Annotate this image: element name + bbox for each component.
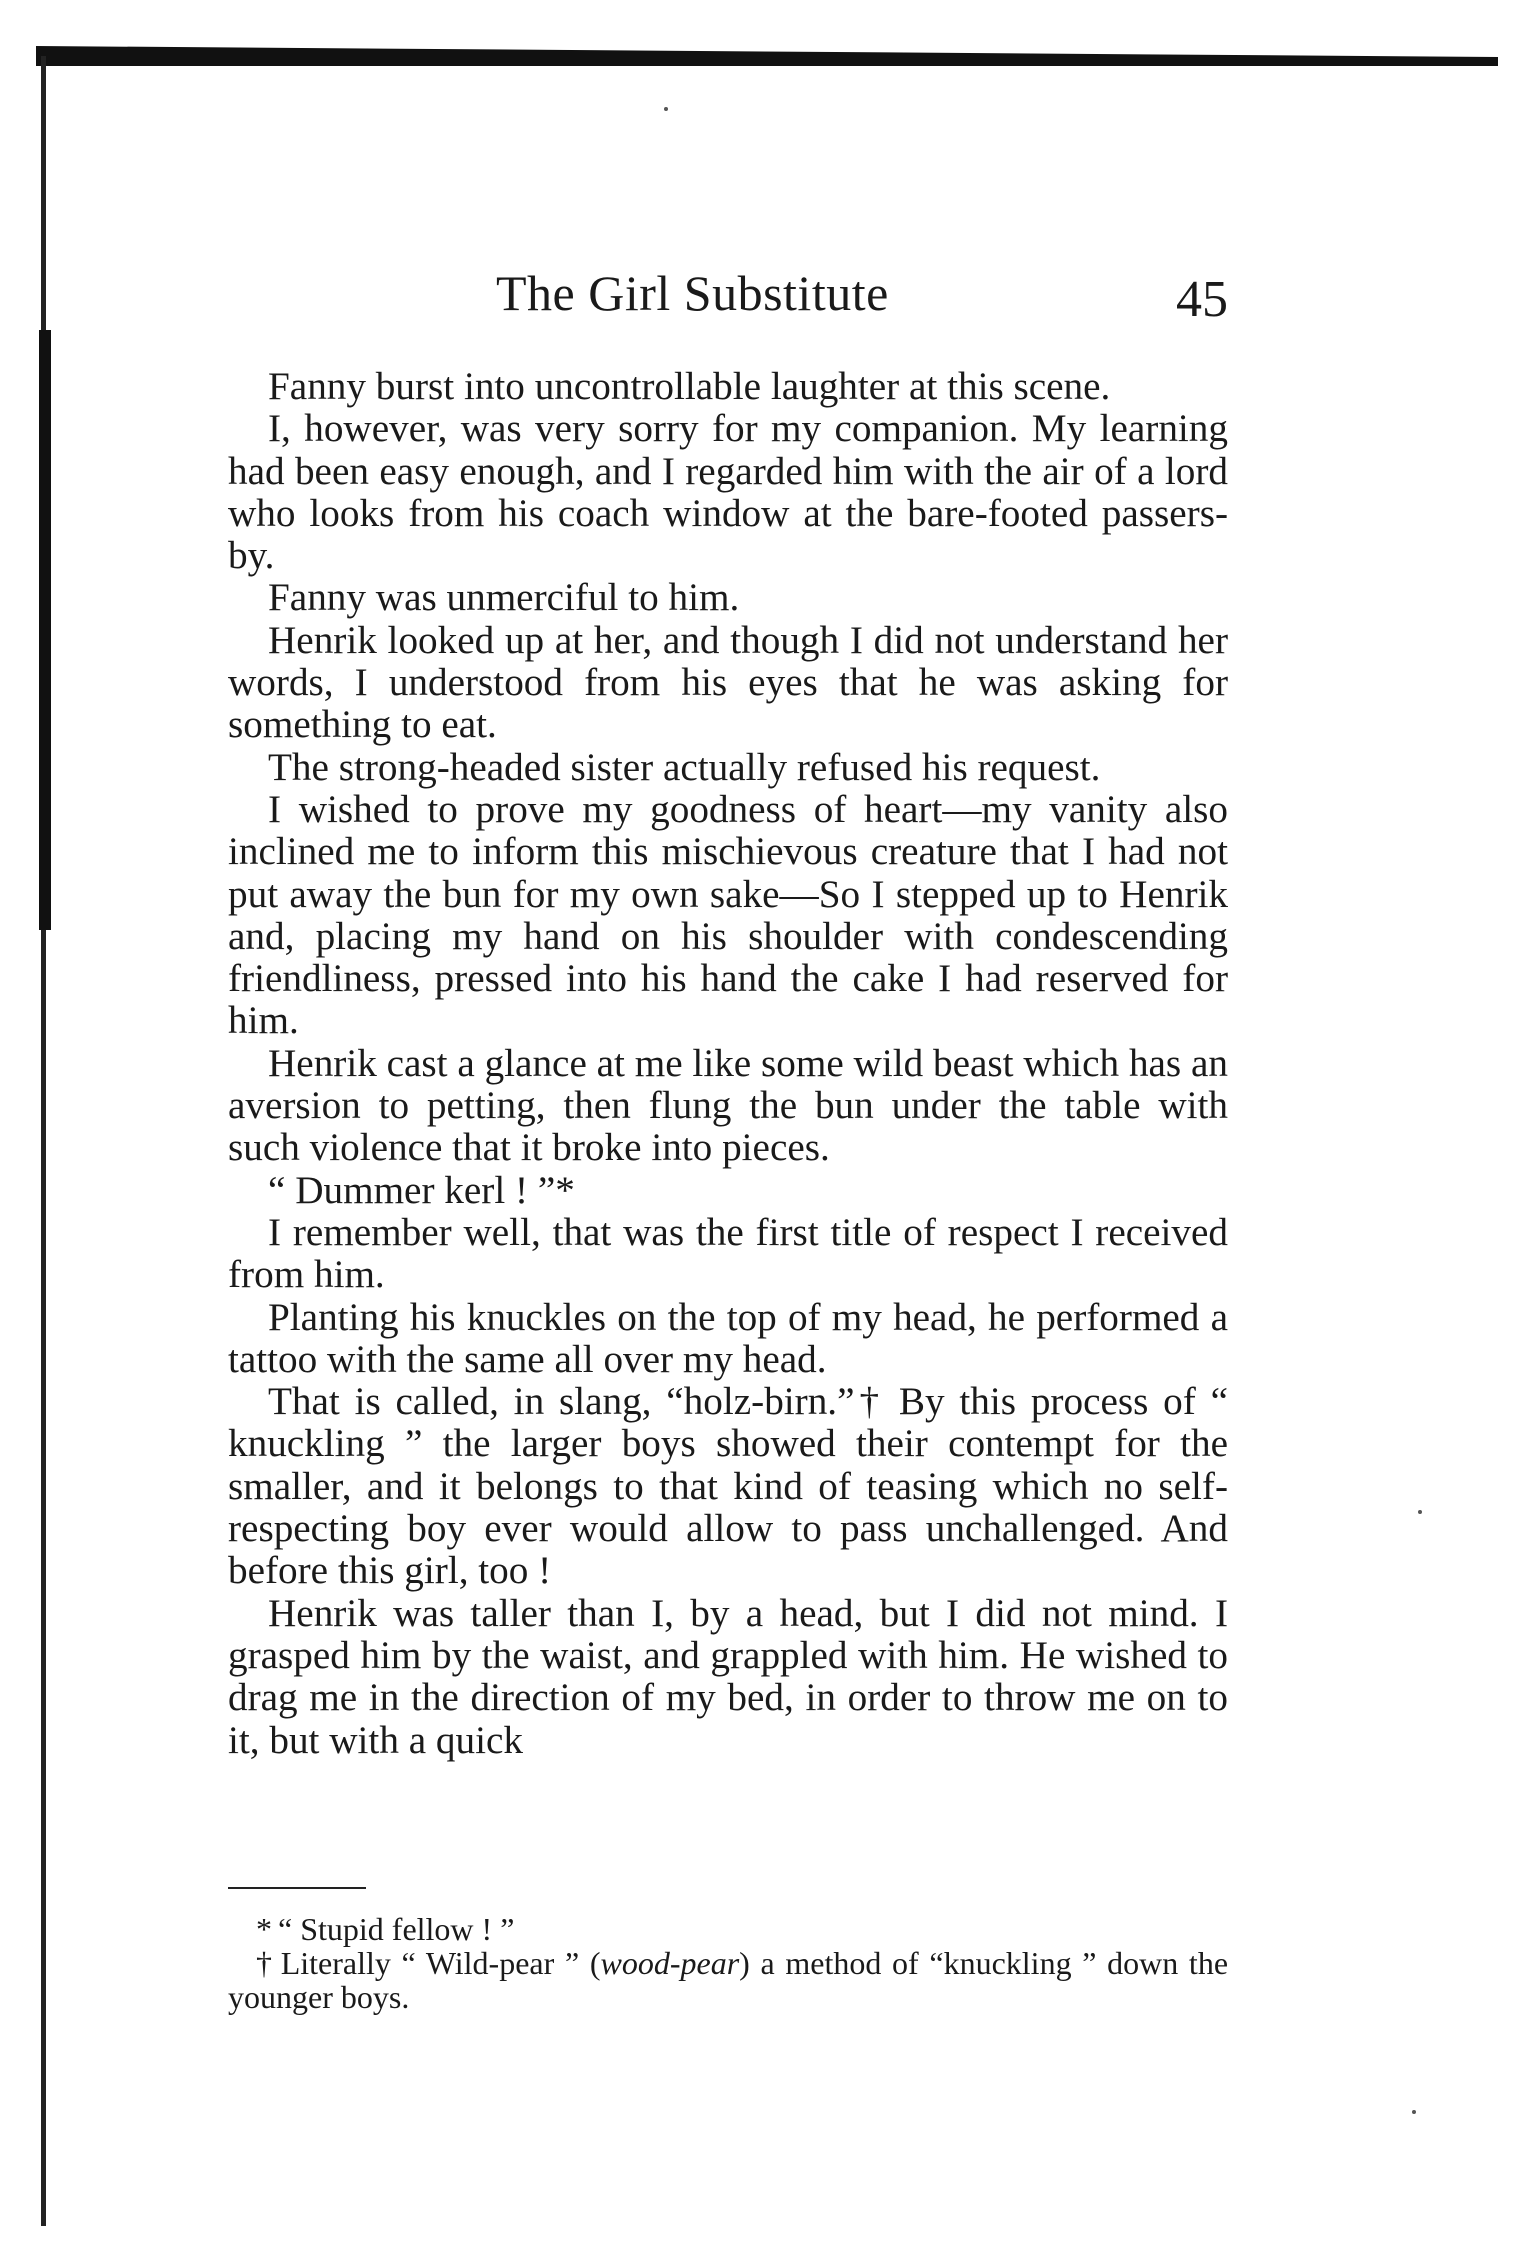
paragraph: I remember well, that was the first title of respect I received from him. — [228, 1210, 1228, 1297]
left-border-rule-thick — [39, 330, 51, 930]
footnotes — [228, 1912, 1228, 2014]
top-border-rule — [36, 46, 1498, 66]
paper-speck — [664, 107, 668, 111]
paragraph: Fanny was unmerciful to him. — [268, 576, 740, 620]
paragraph: Henrik cast a glance at me like some wild beast which has an aversion to petting, then flung the bun under the table with such violence that it broke into pieces. — [228, 1041, 1228, 1170]
footnote-text: “ Stupid fellow ! ” — [278, 1911, 515, 1947]
paragraph: Henrik was taller than I, by a head, but I did not mind. I grasped him by the waist, and grappled with him. He wished to drag me in the direction of my bed, in order to throw me on to it, but with a quick — [228, 1591, 1228, 1762]
paragraph: The strong-headed sister actually refused his request. — [268, 745, 1101, 789]
paragraph: I, however, was very sorry for my companion. My learning had been easy enough, and I regarded him with the air of a lord who looks from his coach window at the bare-footed passers-by. — [228, 407, 1228, 578]
paper-speck — [1412, 2110, 1416, 2114]
footnote-marker: * — [256, 1911, 272, 1947]
body-text — [228, 366, 1228, 1762]
footnote-wild-pear — [228, 1946, 1228, 2014]
footnote-italic-text: wood-pear — [600, 1945, 740, 1981]
footnote-marker: † — [256, 1945, 275, 1981]
paragraph: Henrik looked up at her, and though I did not understand her words, I understood from his eyes that he was asking for something to eat. — [228, 618, 1228, 747]
paragraph: I wished to prove my goodness of heart—my vanity also inclined me to inform this mischievous creature that I had not put away the bun for my own sake—So I stepped up to Henrik and, placing my hand on his shoulder with condescending friendliness, pressed into his hand the cake I had reserved for him. — [228, 787, 1228, 1043]
paper-speck — [1418, 1510, 1422, 1514]
paragraph: Planting his knuckles on the top of my head, he performed a tattoo with the same all over my head. — [228, 1295, 1228, 1381]
paragraph: Fanny burst into uncontrollable laughter at this scene. — [268, 365, 1111, 408]
page-number: 45 — [1176, 271, 1228, 328]
paragraph: “ Dummer kerl ! ”* — [268, 1168, 575, 1212]
running-title: The Girl Substitute — [496, 265, 889, 321]
footnote-stupid-fellow — [228, 1912, 1228, 1946]
footnote-text: ) a method of “knuckling ” down the younger boys. — [228, 1945, 1229, 2015]
page-header — [228, 264, 1228, 344]
paragraph: That is called, in slang, “holz-birn.”† By this process of “ knuckling ” the larger boys showed their contempt for the smaller, and it belongs to that kind of teasing which no self-respecting boy ever would allow to pass unchallenged. And before this girl, too ! — [228, 1380, 1228, 1593]
footnote-text: Literally “ Wild-pear ” ( — [280, 1945, 601, 1981]
footnote-rule — [228, 1887, 366, 1889]
